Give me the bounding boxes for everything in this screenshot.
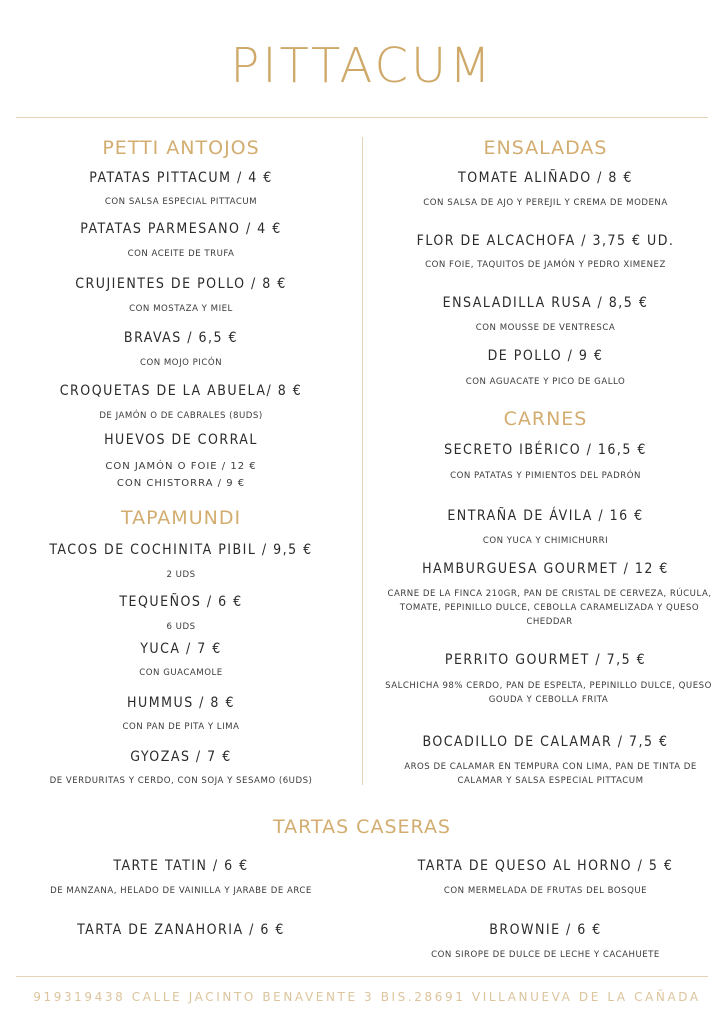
section-title-carnes: CARNES bbox=[503, 408, 588, 430]
dessert-item bbox=[10, 858, 352, 898]
menu-item-desc: CON PAN DE PITA Y LIMA bbox=[122, 722, 240, 732]
menu-item-name: BROWNIE / 6 € bbox=[489, 922, 602, 938]
menu-item-desc: CON CHISTORRA / 9 € bbox=[116, 478, 246, 489]
menu-item-name: SECRETO IBÉRICO / 16,5 € bbox=[444, 442, 647, 458]
section-title-ensaladas: ENSALADAS bbox=[483, 137, 608, 159]
menu-item-desc: 6 UDS bbox=[166, 622, 196, 632]
right-column bbox=[373, 0, 718, 800]
menu-item-name: DE POLLO / 9 € bbox=[487, 348, 604, 364]
menu-item-name: HUMMUS / 8 € bbox=[127, 695, 235, 711]
menu-item-name: BOCADILLO DE CALAMAR / 7,5 € bbox=[422, 734, 669, 750]
bottom-divider bbox=[16, 976, 708, 977]
dessert-item bbox=[10, 922, 352, 938]
menu-item-desc: CON SALSA DE AJO Y PEREJIL Y CREMA DE MODENA bbox=[423, 198, 668, 208]
menu-item-name: TARTA DE QUESO AL HORNO / 5 € bbox=[417, 858, 674, 874]
menu-item-name: CROQUETAS DE LA ABUELA/ 8 € bbox=[59, 383, 303, 399]
menu-item-desc: CON YUCA Y CHIMICHURRI bbox=[482, 536, 609, 546]
section-title-tapamundi: TAPAMUNDI bbox=[120, 507, 242, 529]
footer-address: 919319438 CALLE JACINTO BENAVENTE 3 BIS.28691 VILLANUEVA DE LA CAÑADA bbox=[33, 990, 701, 1004]
menu-item-desc: CON MOUSSE DE VENTRESCA bbox=[475, 323, 616, 333]
menu-item-name: FLOR DE ALCACHOFA / 3,75 € UD. bbox=[416, 233, 675, 249]
menu-item-name: ENSALADILLA RUSA / 8,5 € bbox=[442, 295, 649, 311]
menu-item-name: PATATAS PITTACUM / 4 € bbox=[89, 170, 273, 186]
left-column bbox=[10, 0, 352, 800]
dessert-item bbox=[373, 922, 718, 962]
dessert-item bbox=[373, 858, 718, 898]
menu-item-desc: CON MERMELADA DE FRUTAS DEL BOSQUE bbox=[443, 886, 648, 896]
menu-item-desc: DE VERDURITAS Y CERDO, CON SOJA Y SESAMO (6UDS) bbox=[49, 776, 313, 786]
menu-item-desc: AROS DE CALAMAR EN TEMPURA CON LIMA, PAN DE TINTA DE CALAMAR Y SALSA ESPECIAL PITTACUM bbox=[404, 762, 697, 786]
menu-item-desc: 2 UDS bbox=[166, 570, 196, 580]
menu-item-name: BRAVAS / 6,5 € bbox=[123, 330, 239, 346]
menu-item-name: GYOZAS / 7 € bbox=[130, 749, 232, 765]
menu-item-name: ENTRAÑA DE ÁVILA / 16 € bbox=[447, 508, 644, 524]
section-title-tartas-caseras: TARTAS CASERAS bbox=[273, 816, 451, 838]
menu-item-name: HUEVOS DE CORRAL bbox=[104, 432, 258, 448]
menu-item-desc: CON ACEITE DE TRUFA bbox=[127, 249, 235, 259]
menu-item-name: YUCA / 7 € bbox=[140, 641, 222, 657]
menu-title: PITTACUM bbox=[230, 38, 494, 94]
menu-item-name: PATATAS PARMESANO / 4 € bbox=[80, 221, 282, 237]
menu-item-name: CRUJIENTES DE POLLO / 8 € bbox=[75, 276, 287, 292]
menu-item-name: TARTA DE ZANAHORIA / 6 € bbox=[77, 922, 285, 938]
menu-item-desc: DE JAMÓN O DE CABRALES (8UDS) bbox=[99, 411, 263, 421]
menu-item-name: PERRITO GOURMET / 7,5 € bbox=[444, 652, 647, 668]
menu-item-desc: CON PATATAS Y PIMIENTOS DEL PADRÓN bbox=[450, 471, 641, 481]
menu-item-desc: CON MOJO PICÓN bbox=[139, 358, 223, 368]
menu-item-desc: CON JAMÓN O FOIE / 12 € bbox=[105, 461, 257, 472]
menu-item-desc: CON FOIE, TAQUITOS DE JAMÓN Y PEDRO XIMENEZ bbox=[425, 260, 666, 270]
menu-item-desc: CON GUACAMOLE bbox=[139, 668, 223, 678]
menu-item-desc: CON SALSA ESPECIAL PITTACUM bbox=[104, 197, 258, 207]
menu-item-desc: CON AGUACATE Y PICO DE GALLO bbox=[465, 377, 626, 387]
menu-item-desc: CON MOSTAZA Y MIEL bbox=[129, 304, 233, 314]
menu-item-name: TOMATE ALIÑADO / 8 € bbox=[458, 170, 633, 186]
menu-item-name: HAMBURGUESA GOURMET / 12 € bbox=[422, 561, 669, 577]
menu-item-desc: DE MANZANA, HELADO DE VAINILLA Y JARABE DE ARCE bbox=[50, 886, 312, 896]
menu-item-name: TEQUEÑOS / 6 € bbox=[119, 594, 243, 610]
menu-item-desc: SALCHICHA 98% CERDO, PAN DE ESPELTA, PEPINILLO DULCE, QUESO GOUDA Y CEBOLLA FRITA bbox=[385, 681, 712, 705]
menu-item-name: TACOS DE COCHINITA PIBIL / 9,5 € bbox=[49, 542, 313, 558]
column-divider bbox=[362, 137, 363, 785]
section-title-petti-antojos: PETTI ANTOJOS bbox=[102, 137, 260, 159]
menu-item-desc: CARNE DE LA FINCA 210GR, PAN DE CRISTAL DE CERVEZA, RÚCULA, TOMATE, PEPINILLO DULCE, CEBOLLA CARAMELIZADA Y QUESO CHEDDAR bbox=[387, 589, 712, 627]
menu-item-name: TARTE TATIN / 6 € bbox=[113, 858, 249, 874]
menu-item-desc: CON SIROPE DE DULCE DE LECHE Y CACAHUETE bbox=[431, 950, 660, 960]
